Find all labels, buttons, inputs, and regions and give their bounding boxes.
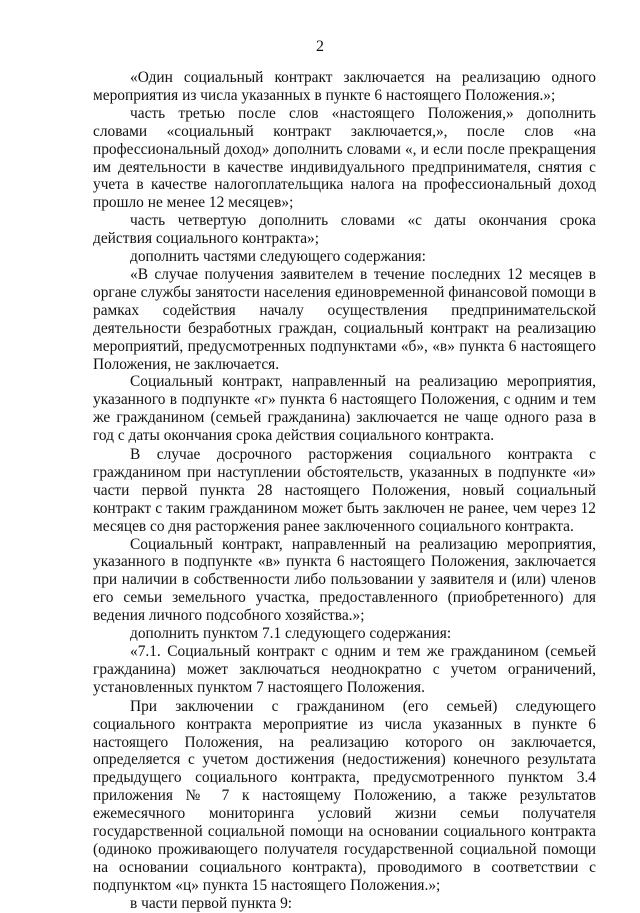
paragraph: Социальный контракт, направленный на реализацию мероприятия, указанного в подпункте «в» пункта 6 настоящего Положения, заключается при наличии в собственности либо пользовании у заявителя и (или) членов его семьи земельного участка, предоставленного (приобретенного) для ведения личного подсобного хозяйства.»; <box>93 535 596 625</box>
paragraph: Социальный контракт, направленный на реализацию мероприятия, указанного в подпункте «г» пункта 6 настоящего Положения, с одним и тем же гражданином (семьей гражданина) заключается не чаще одного раза в год с даты окончания срока действия социального контракта. <box>93 373 596 445</box>
page-number: 2 <box>316 38 324 55</box>
paragraph: «Один социальный контракт заключается на реализацию одного мероприятия из числа указанных в пункте 6 настоящего Положения.»; <box>93 69 596 104</box>
paragraph: В случае досрочного расторжения социального контракта с гражданином при наступлении обстоятельств, указанных в подпункте «и» части первой пункта 28 настоящего Положения, новый социальный контракт с таким гражданином может быть заключен не ранее, чем через 12 месяцев со дня расторжения ранее заключенного социального контракта. <box>93 446 596 535</box>
paragraph: дополнить частями следующего содержания: <box>130 248 426 266</box>
paragraph: часть четвертую дополнить словами «с даты окончания срока действия социального контракта»; <box>93 212 596 248</box>
document-body <box>93 69 596 913</box>
paragraph: При заключении с гражданином (его семьей) следующего социального контракта мероприятие из числа указанных в пункте 6 настоящего Положения, на реализацию которого он заключается, определяется с учетом достижения (недостижения) конечного результата предыдущего социального контракта, предусмотренного пунктом 3.4 приложения № 7 к настоящему Положению, а также результатов ежемесячного мониторинга условий жизни семьи получателя государственной социальной помощи на основании социального контракта (одиноко проживающего получателя государственной социальной помощи на основании социального контракта), проводимого в соответствии с подпунктом «ц» пункта 15 настоящего Положения.»; <box>93 697 596 894</box>
paragraph: дополнить пунктом 7.1 следующего содержания: <box>130 625 452 643</box>
paragraph: часть третью после слов «настоящего Положения,» дополнить словами «социальный контракт заключается,», после слов «на профессиональный доход» дополнить словами «, и если после прекращения им деятельности в качестве индивидуального предпринимателя, снятия с учета в качестве налогоплательщика налога на профессиональный доход прошло не менее 12 месяцев»; <box>93 104 596 212</box>
paragraph: «7.1. Социальный контракт с одним и тем же гражданином (семьей гражданина) может заключаться неоднократно с учетом ограничений, установленных пунктом 7 настоящего Положения. <box>93 643 596 696</box>
paragraph: «В случае получения заявителем в течение последних 12 месяцев в органе службы занятости населения единовременной финансовой помощи в рамках содействия началу осуществления предпринимательской деятельности безработных граждан, социальный контракт на реализацию мероприятий, предусмотренных подпунктами «б», «в» пункта 6 настоящего Положения, не заключается. <box>93 265 596 373</box>
paragraph: в части первой пункта 9: <box>130 894 293 912</box>
